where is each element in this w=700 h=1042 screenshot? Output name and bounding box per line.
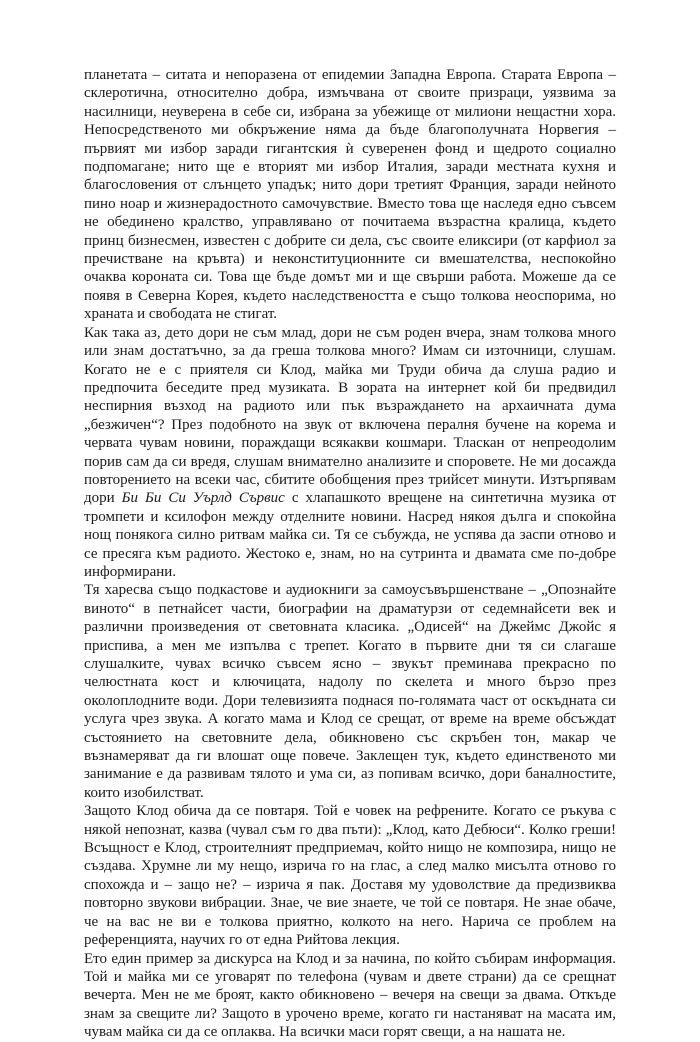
paragraph-text: планетата – ситата и непоразена от епидемии Западна Европа. Старата Европа – склеротична, относително добра, измъчвана от своите призраци, уязвима за насилници, неуверена в себе си, избрана за убежище от милиони нещастни хора. Непосредственото ми обкръжение няма да бъде благополучната Норвегия – първият ми избор заради гигантския ѝ суверенен фонд и щедрото социално подпомагане; нито ще е вторият ми избор Италия, заради местната кухня и благословения от слънцето упадък; нито дори третият Франция, заради нейното пино ноар и жизнерадостното самочувствие. Вместо това ще наследя едно съвсем не обединено кралство, управлявано от почитаема възрастна кралица, където принц бизнесмен, известен с добрите си дела, със своите еликсири (от карфиол за пречистване на кръвта) и неконституционните си вмешателства, неспокойно очаква короната си. Това ще бъде домът ми и ще свърши работа. Можеше да се появя в Северна Корея, където наследствеността е също толкова неоспорима, но храната и свободата не стигат. [84,67,616,323]
paragraph-text: Защото Клод обича да се повтаря. Той е човек на рефрените. Когато се ръкува с някой непознат, казва (чувал съм го два пъти): „Клод, като Дебюси“. Колко греши! Всъщност е Клод, строителният предприемач, който нищо не композира, нищо не създава. Хрумне ли му нещо, изрича го на глас, а след малко мисълта отново го спохожда и – защо не? – изрича я пак. Доставя му удоволствие да предизвиква повторно звукови вибрации. Знае, че вие знаете, че той се повтаря. Не знае обаче, че на вас не ви е толкова приятно, колкото на него. Нарича се проблем на референцията, научих го от една Рийтова лекция. [84,803,616,949]
paragraph-1 [84,66,616,324]
paragraph-text: Тя харесва също подкастове и аудиокниги за самоусъвършенстване – „Опознайте виното“ в петнайсет части, биографии на драматурзи от седемнайсети век и различни произведения от световната класика. „Одисей“ на Джеймс Джойс я приспива, а мен ме изпълва с трепет. Когато в първите дни тя си слагаше слушалките, чувах всичко съвсем ясно – звукът преминава прекрасно по челюстната кост и ключицата, надолу по скелета и много бързо през околоплодните води. Дори телевизията поднася по-голямата част от оскъдната си услуга чрез звука. А когато мама и Клод се срещат, от време на време обсъждат състоянието на световните дела, обикновено със скръбен тон, макар че възнамеряват да ги влошат още повече. Заклещен тук, където единственото ми занимание е да развивам тялото и ума си, аз попивам всичко, дори баналностите, които изобилстват. [84,582,616,801]
paragraph-text: с хлапашкото врещене на синтетична музика от тромпети и ксилофон между отделните новини. Насред някоя дълга и спокойна нощ понякога силно ритвам майка си. Тя се събужда, не успява да заспи отново и се пресяга към радиото. Жестоко е, знам, но на сутринта и двамата сме по-добре информирани. [84,490,616,580]
paragraph-5 [84,950,616,1042]
paragraph-4 [84,802,616,949]
italic-title: Би Би Си Уърлд Сървис [121,490,285,507]
paragraph-text: Как така аз, дето дори не съм млад, дори не съм роден вчера, знам толкова много или знам достатъчно, за да греша толкова много? Имам си източници, слушам. Когато не е с приятеля си Клод, майка ми Труди обича да слуша радио и предпочита беседите пред музиката. В зората на интернет кой би предвидил неспирния възход на радиото или пък възраждането на архаичната дума „безжичен“? През подобното на звук от включена пералня бучене на корема и червата чувам новини, пораждащи всякакви кошмари. Тласкан от непреодолим порив сам да си вредя, слушам внимателно анализите и споровете. Не ми досажда повторението на всеки час, сбитите обобщения през трийсет минути. Изтърпявам дори [84,324,616,507]
paragraph-text: Ето един пример за дискурса на Клод и за начина, по който събирам информация. Той и майка ми се уговарят по телефона (чувам и двете страни) да се срещнат вечерта. Мен не ме броят, както обикновено – вечеря на свещи за двама. Откъде знам за свещите ли? Защото в урочено време, когато ги настаняват на масата им, чувам майка си да се оплаква. На всички маси горят свещи, а на нашата не. [84,950,616,1041]
document-page [84,66,616,1042]
paragraph-2 [84,324,616,582]
paragraph-3 [84,581,616,802]
